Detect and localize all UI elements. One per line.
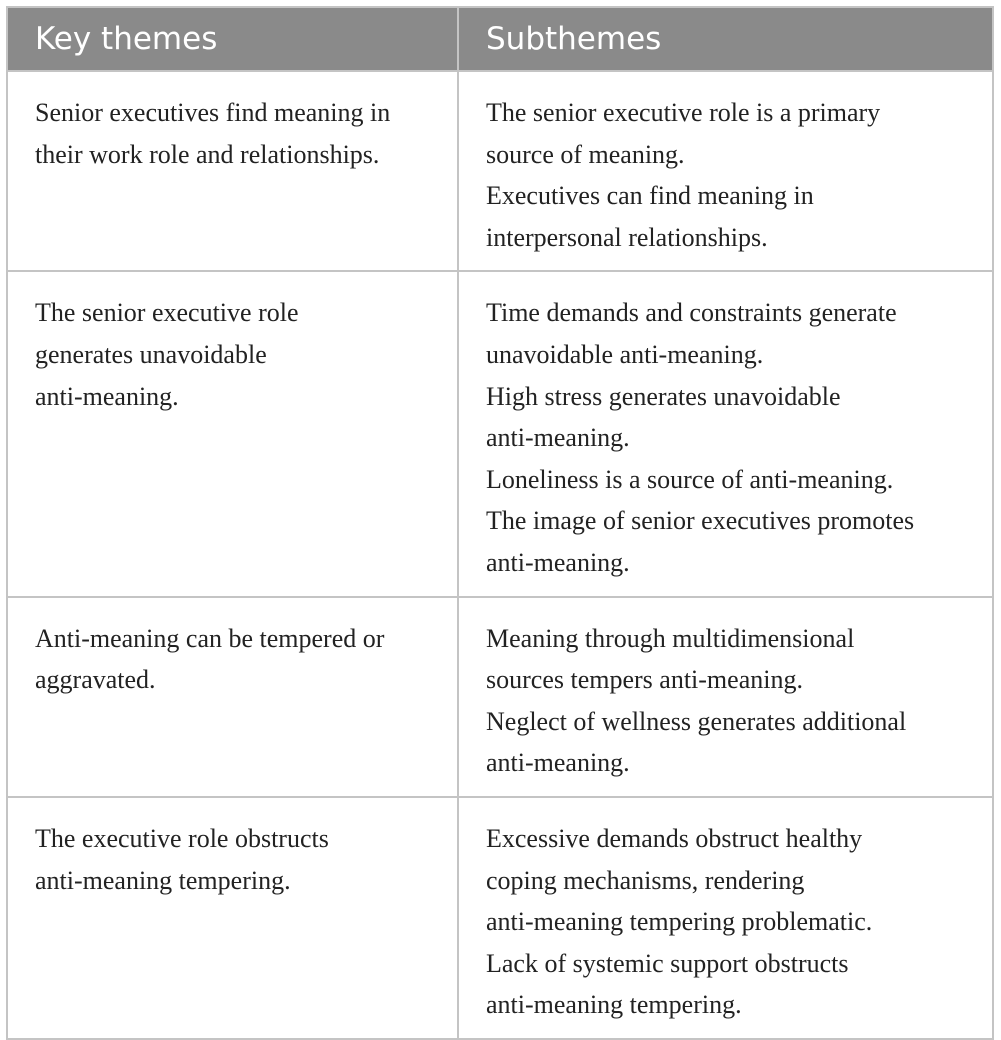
table-header-row [7, 7, 993, 71]
key-theme-line: The senior executive role [35, 298, 299, 328]
key-theme-line: aggravated. [35, 665, 156, 695]
table-row [7, 71, 993, 271]
key-theme-cell [7, 597, 458, 797]
subtheme-line: anti-meaning tempering problematic. [486, 907, 873, 937]
subtheme-line: Executives can find meaning in [486, 181, 814, 211]
subtheme-line: anti-meaning. [486, 423, 630, 453]
key-theme-line: their work role and relationships. [35, 139, 380, 169]
header-key-themes: Key themes [7, 7, 458, 71]
subtheme-line: anti-meaning. [486, 547, 630, 577]
subtheme-line: Time demands and constraints generate [486, 298, 897, 328]
table-row [7, 271, 993, 596]
table-row [7, 597, 993, 797]
key-theme-line: Anti-meaning can be tempered or [35, 623, 385, 653]
subthemes-cell [458, 71, 993, 271]
subtheme-line: anti-meaning tempering. [486, 990, 742, 1020]
subtheme-line: Loneliness is a source of anti-meaning. [486, 464, 894, 494]
subthemes-cell [458, 797, 993, 1039]
subtheme-line: Meaning through multidimensional [486, 623, 855, 653]
subtheme-line: The senior executive role is a primary [486, 98, 881, 127]
key-theme-line: The executive role obstructs [35, 823, 329, 853]
key-theme-line: anti-meaning. [35, 381, 179, 411]
themes-table-container [6, 6, 992, 1040]
subtheme-line: sources tempers anti-meaning. [486, 665, 803, 695]
key-theme-line: generates unavoidable [35, 339, 267, 369]
key-theme-cell [7, 797, 458, 1039]
subtheme-line: The image of senior executives promotes [486, 506, 915, 536]
subtheme-line: source of meaning. [486, 139, 685, 169]
table-row [7, 797, 993, 1039]
subtheme-line: Excessive demands obstruct healthy [486, 823, 863, 853]
subtheme-line: High stress generates unavoidable [486, 381, 841, 411]
subthemes-cell [458, 597, 993, 797]
key-theme-cell [7, 71, 458, 271]
subthemes-cell [458, 271, 993, 596]
subtheme-line: unavoidable anti-meaning. [486, 339, 764, 369]
key-theme-cell [7, 271, 458, 596]
key-theme-line: Senior executives find meaning in [35, 98, 391, 127]
subtheme-line: interpersonal relationships. [486, 222, 768, 252]
key-theme-line: anti-meaning tempering. [35, 865, 291, 895]
header-subthemes: Subthemes [458, 7, 993, 71]
subtheme-line: Neglect of wellness generates additional [486, 706, 907, 736]
subtheme-line: anti-meaning. [486, 748, 630, 778]
themes-table [6, 6, 994, 1040]
subtheme-line: Lack of systemic support obstructs [486, 948, 849, 978]
subtheme-line: coping mechanisms, rendering [486, 865, 805, 895]
